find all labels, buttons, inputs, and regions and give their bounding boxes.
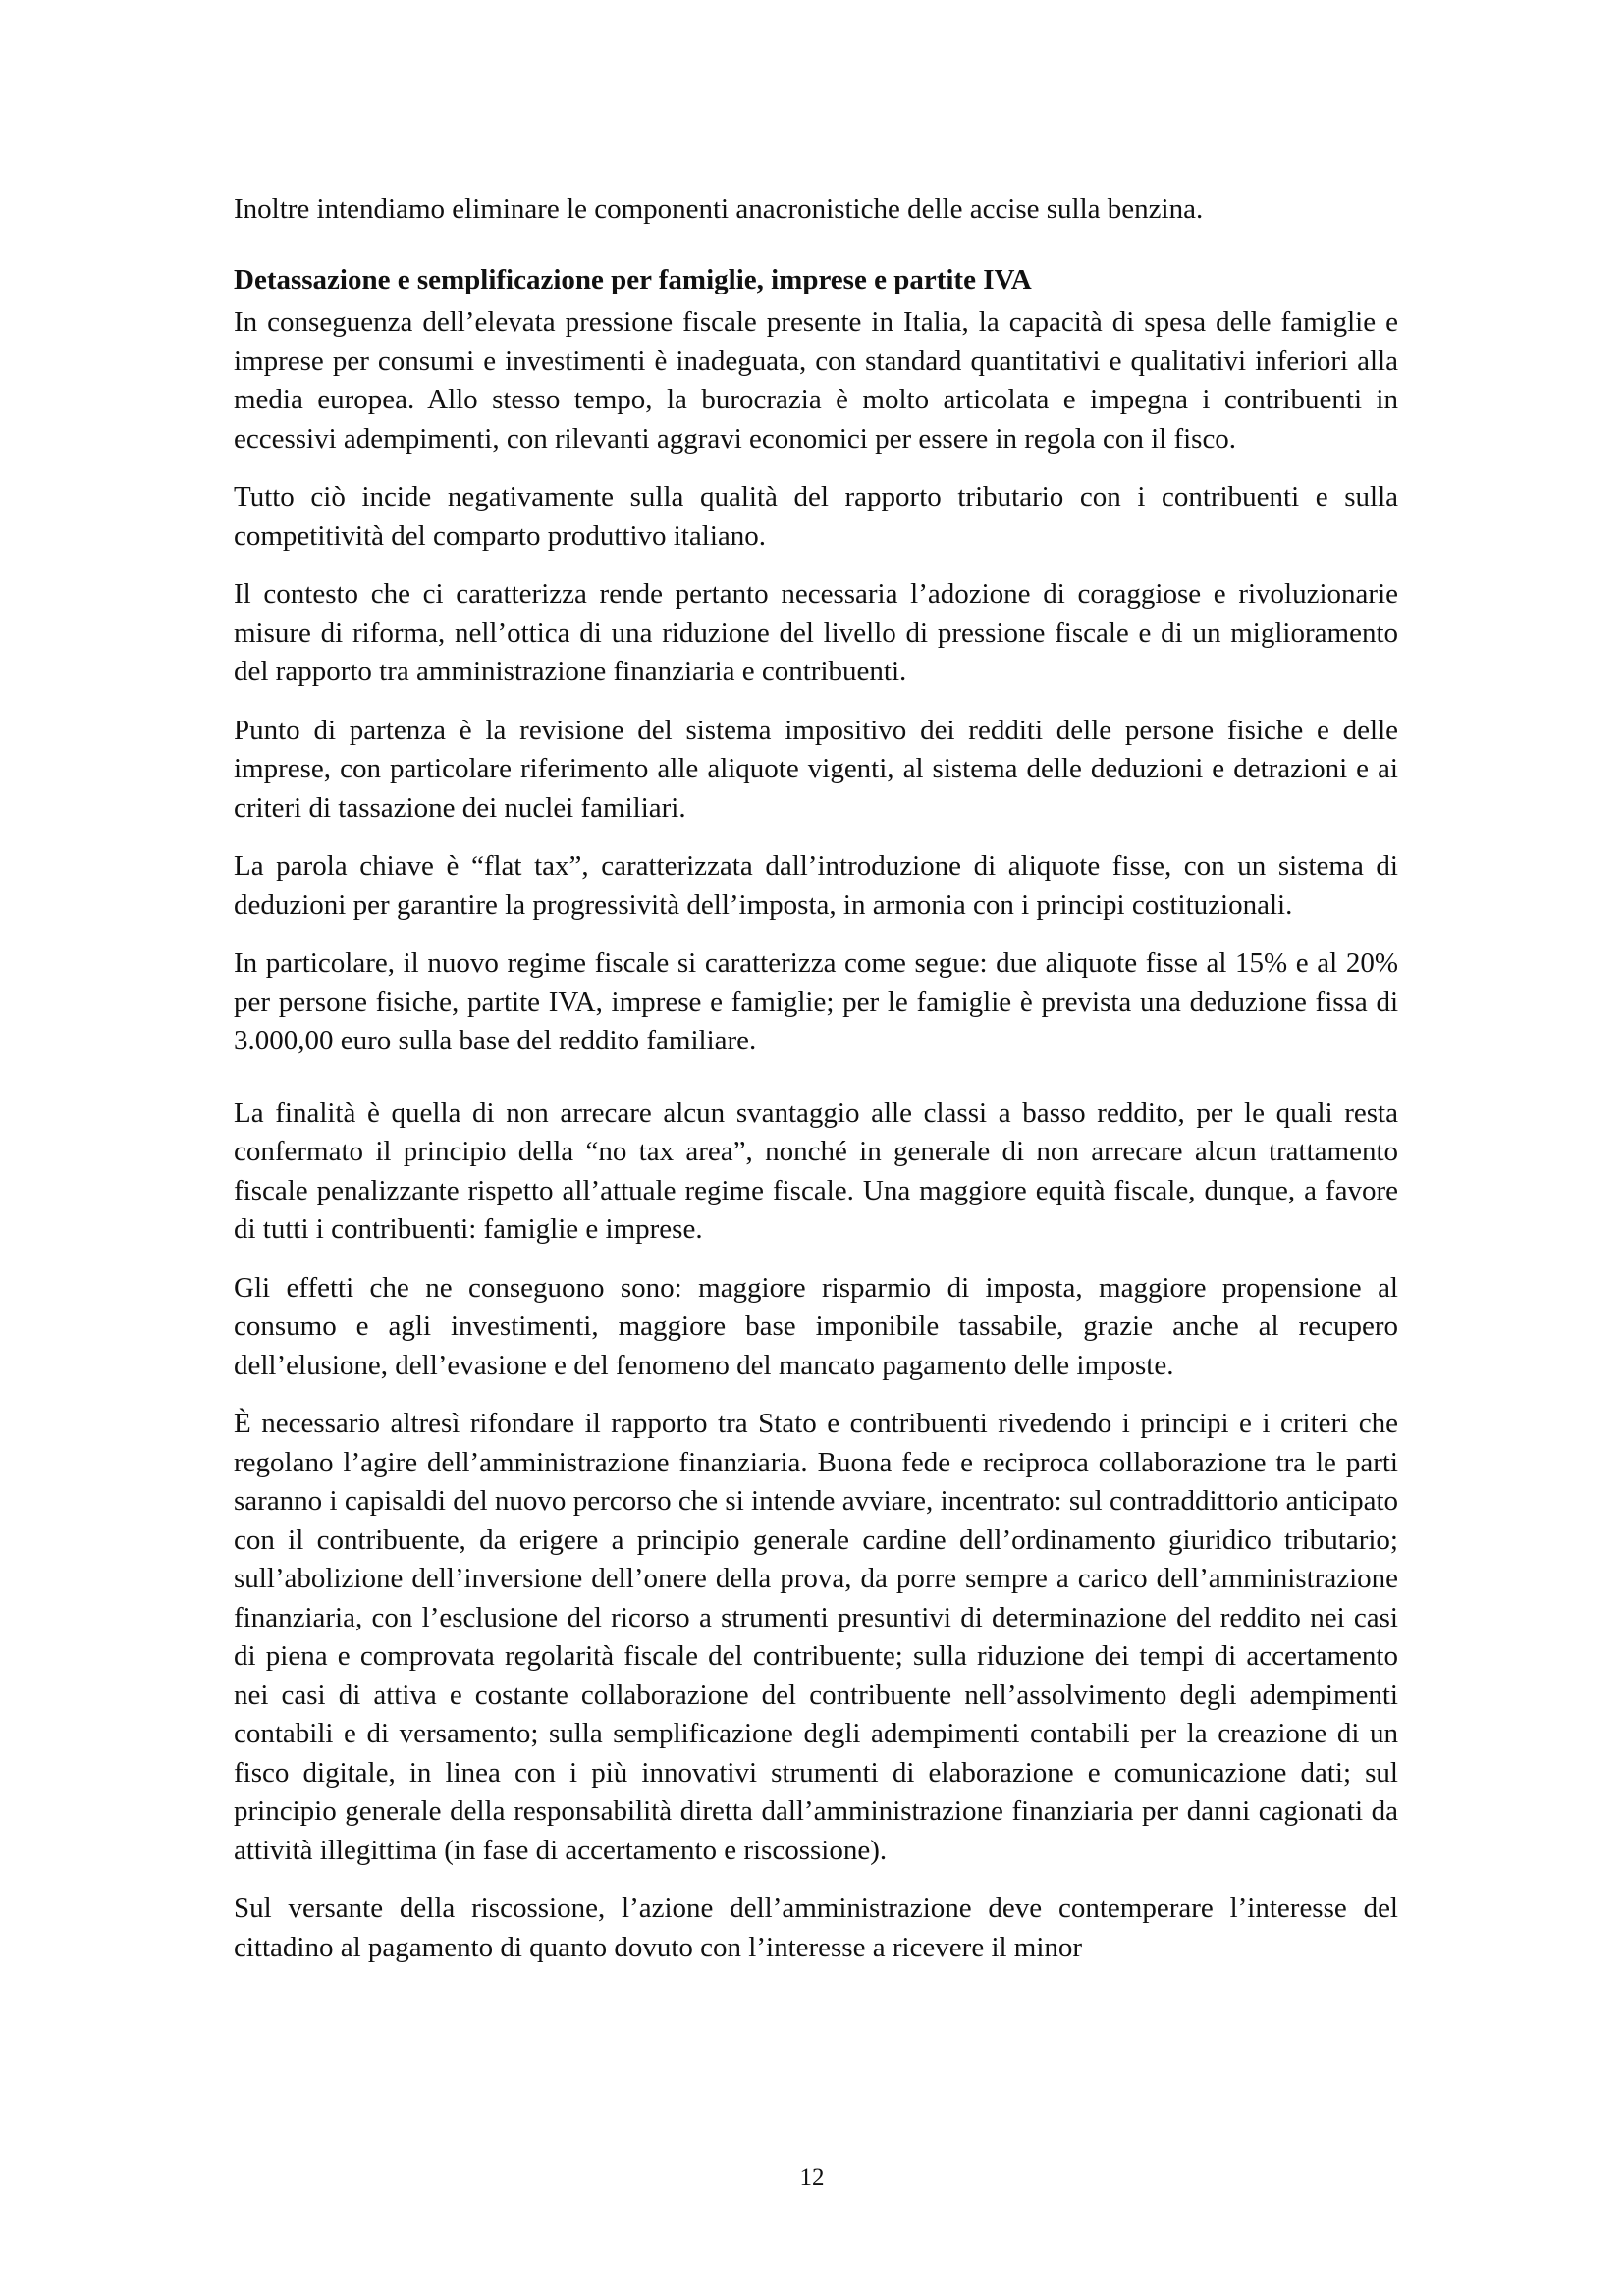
paragraph-2: Tutto ciò incide negativamente sulla qualità del rapporto tributario con i contribuenti e sulla competitività del comparto produttivo italiano. <box>234 481 1398 552</box>
paragraph-4: Punto di partenza è la revisione del sistema impositivo dei redditi delle persone fisiche e delle imprese, con particolare riferimento alle aliquote vigenti, al sistema delle deduzioni e detrazioni e ai criteri di tassazione dei nuclei familiari. <box>234 714 1398 824</box>
paragraph-6: In particolare, il nuovo regime fiscale si caratterizza come segue: due aliquote fisse al 15% e al 20% per persone fisiche, partite IVA, imprese e famiglie; per le famiglie è prevista una deduzione fissa di 3.000,00 euro sulla base del reddito familiare. <box>234 947 1398 1056</box>
paragraph-1: In conseguenza dell’elevata pressione fiscale presente in Italia, la capacità di spesa delle famiglie e imprese per consumi e investimenti è inadeguata, con standard quantitativi e qualitativi inferiori alla media europea. Allo stesso tempo, la burocrazia è molto articolata e impegna i contribuenti in eccessivi adempimenti, con rilevanti aggravi economici per essere in regola con il fisco. <box>234 306 1398 454</box>
paragraph-8: Gli effetti che ne conseguono sono: maggiore risparmio di imposta, maggiore propensione al consumo e agli investimenti, maggiore base imponibile tassabile, grazie anche al recupero dell’elusione, dell’evasione e del fenomeno del mancato pagamento delle imposte. <box>234 1271 1398 1381</box>
paragraph-7: La finalità è quella di non arrecare alcun svantaggio alle classi a basso reddito, per le quali resta confermato il principio della “no tax area”, nonché in generale di non arrecare alcun trattamento fiscale penalizzante rispetto all’attuale regime fiscale. Una maggiore equità fiscale, dunque, a favore di tutti i contribuenti: famiglie e imprese. <box>234 1096 1398 1245</box>
paragraph-3: Il contesto che ci caratterizza rende pertanto necessaria l’adozione di coraggiose e rivoluzionarie misure di riforma, nell’ottica di una riduzione del livello di pressione fiscale e di un miglioramento del rapporto tra amministrazione finanziaria e contribuenti. <box>234 578 1398 687</box>
paragraph-9: È necessario altresì rifondare il rapporto tra Stato e contribuenti rivedendo i principi e i criteri che regolano l’agire dell’amministrazione finanziaria. Buona fede e reciproca collaborazione tra le parti saranno i capisaldi del nuovo percorso che si intende avviare, incentrato: sul contraddittorio anticipato con il contribuente, da erigere a principio generale cardine dell’ordinamento giuridico tributario; sull’abolizione dell’inversione dell’onere della prova, da porre sempre a carico dell’amministrazione finanziaria, con l’esclusione del ricorso a strumenti presuntivi di determinazione del reddito nei casi di piena e comprovata regolarità fiscale del contribuente; sulla riduzione dei tempi di accertamento nei casi di attiva e costante collaborazione del contribuente nell’assolvimento degli adempimenti contabili e di versamento; sulla semplificazione degli adempimenti contabili per la creazione di un fisco digitale, in linea con i più innovativi strumenti di elaborazione e comunicazione dati; sul principio generale della responsabilità diretta dall’amministrazione finanziaria per danni cagionati da attività illegittima (in fase di accertamento e riscossione). <box>234 1408 1398 1866</box>
paragraph-5: La parola chiave è “flat tax”, caratterizzata dall’introduzione di aliquote fisse, con un sistema di deduzioni per garantire la progressività dell’imposta, in armonia con i principi costituzionali. <box>234 850 1398 921</box>
section-heading: Detassazione e semplificazione per famiglie, imprese e partite IVA <box>234 263 1032 295</box>
document-body <box>234 190 1398 1987</box>
paragraph-10: Sul versante della riscossione, l’azione dell’amministrazione deve contemperare l’interesse del cittadino al pagamento di quanto dovuto con l’interesse a ricevere il minor <box>234 1893 1398 1963</box>
page-number: 12 <box>799 2164 825 2191</box>
intro-paragraph: Inoltre intendiamo eliminare le componenti anacronistiche delle accise sulla benzina. <box>234 193 1204 225</box>
